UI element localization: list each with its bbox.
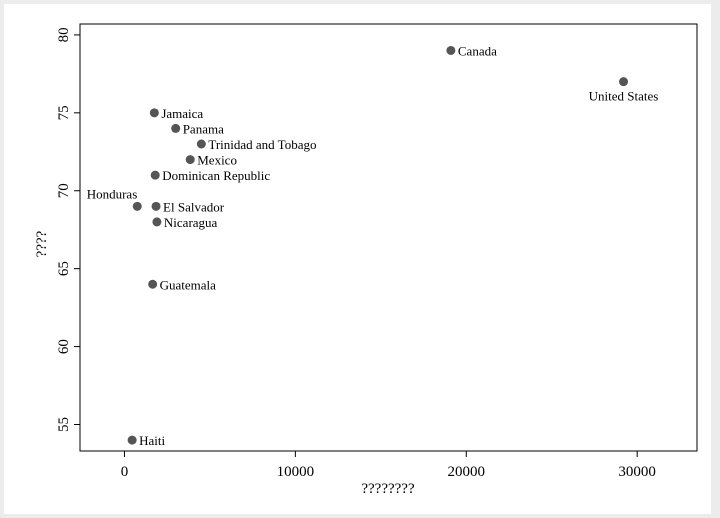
data-point	[152, 217, 161, 226]
y-axis-title: ????	[34, 230, 50, 258]
point-label: Haiti	[139, 433, 166, 449]
data-point	[133, 202, 142, 211]
data-point	[150, 108, 159, 117]
data-point	[446, 46, 455, 55]
y-tick-label: 55	[56, 417, 72, 433]
scatter-chart	[4, 4, 711, 514]
x-tick-label: 30000	[618, 464, 656, 480]
point-label: Dominican Republic	[162, 168, 271, 184]
data-point	[151, 171, 160, 180]
data-point	[186, 155, 195, 164]
point-label: Mexico	[197, 152, 237, 168]
data-point	[152, 202, 161, 211]
point-label: Panama	[182, 121, 224, 137]
data-point	[128, 436, 137, 445]
point-label: El Salvador	[163, 199, 225, 215]
y-axis	[56, 27, 80, 432]
point-label: Honduras	[86, 186, 138, 202]
y-tick-label: 80	[56, 27, 72, 43]
point-label: Canada	[457, 43, 497, 59]
x-tick-label: 20000	[447, 464, 486, 480]
y-tick-label: 70	[56, 183, 72, 199]
point-label: Nicaragua	[163, 214, 218, 230]
y-tick-label: 75	[56, 105, 72, 121]
x-axis-title: ????????	[361, 481, 415, 497]
point-label: Guatemala	[159, 277, 216, 293]
x-axis	[121, 451, 656, 480]
point-label: United States	[588, 88, 659, 104]
y-tick-label: 60	[56, 339, 72, 355]
point-label: Jamaica	[161, 105, 204, 121]
data-point	[619, 77, 628, 86]
chart-frame	[4, 4, 711, 514]
y-tick-label: 65	[56, 261, 72, 277]
data-point	[171, 124, 180, 133]
data-point	[197, 139, 206, 148]
data-point	[148, 280, 157, 289]
x-tick-label: 10000	[276, 464, 315, 480]
x-tick-label: 0	[120, 464, 129, 480]
point-label: Trinidad and Tobago	[208, 136, 317, 152]
